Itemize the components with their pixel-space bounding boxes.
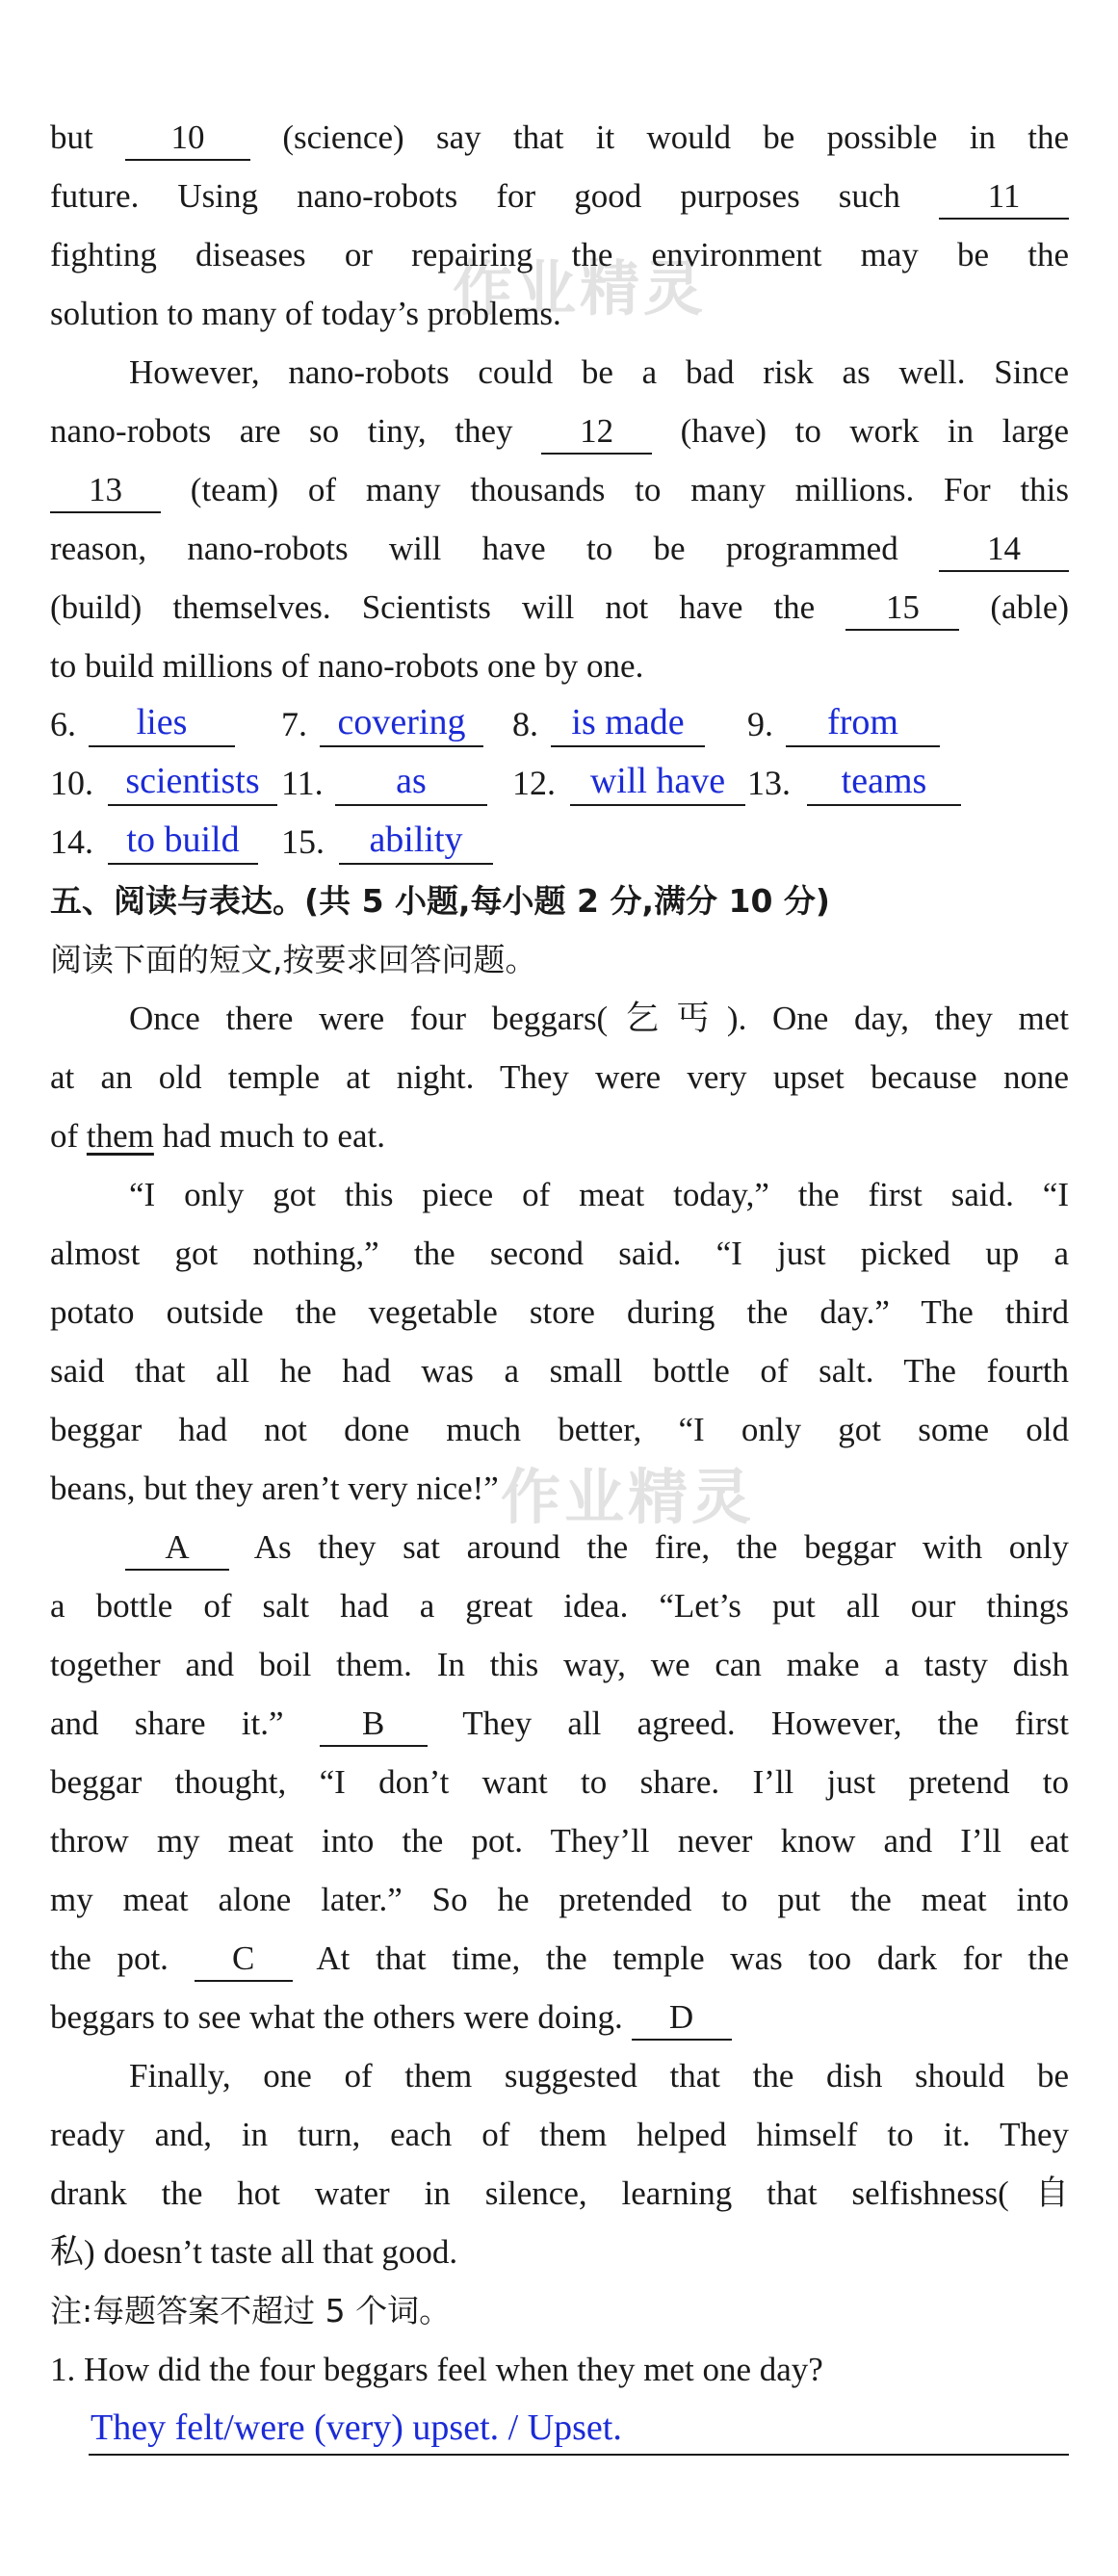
answer-note: 注:每题答案不超过 5 个词。 [50, 2292, 452, 2329]
passage2-line: 私) doesn’t taste all that good. [50, 2233, 458, 2271]
blank-12[interactable]: 12 [541, 410, 652, 455]
passage2-line: throw my meat into the pot. They’ll never know and I’ll eat [50, 1822, 1069, 1860]
answer-value: as [335, 760, 487, 806]
blank-14[interactable]: 14 [939, 528, 1069, 572]
passage1-line-5: However, nano-robots could be a bad risk as well. Since [129, 353, 1069, 391]
passage2-line: at an old temple at night. They were very upset because none [50, 1058, 1069, 1096]
answer-value: teams [807, 760, 961, 806]
answer-value: to build [108, 819, 258, 865]
passage1-line-9: (build) themselves. Scientists will not have the 15 (able) [50, 578, 1069, 637]
answer-1-line[interactable] [50, 2399, 1069, 2458]
underlined-word-them: them [86, 1117, 154, 1155]
passage1-line-1: but 10 (science) say that it would be possible in the [50, 108, 1069, 167]
answer-value: covering [320, 701, 483, 747]
passage2-line: A As they sat around the fire, the beggar with only [50, 1518, 1069, 1576]
answer-value: from [786, 701, 940, 747]
blank-D[interactable]: D [632, 1996, 732, 2041]
answer-number: 15. [281, 822, 325, 861]
answer-number: 9. [747, 705, 773, 743]
watermark-top: 作业精灵 [453, 253, 708, 324]
answer-value: will have [570, 760, 745, 806]
passage2-line: “I only got this piece of meat today,” the first said. “I [129, 1176, 1069, 1213]
passage1-line-6: nano-robots are so tiny, they 12 (have) to work in large [50, 402, 1069, 460]
passage1-line-2: future. Using nano-robots for good purposes such 11 [50, 167, 1069, 225]
answer-number: 11. [281, 764, 324, 802]
answer-number: 7. [281, 705, 307, 743]
answer-1-rule [89, 2454, 1069, 2456]
blank-10[interactable]: 10 [125, 117, 250, 161]
passage2-line: my meat alone later.” So he pretended to put the meat into [50, 1881, 1069, 1918]
blank-A[interactable]: A [125, 1526, 229, 1571]
passage2-line: drank the hot water in silence, learning that selfishness(自 [50, 2174, 1069, 2212]
answer-row-3 [50, 813, 1069, 872]
passage1-line-8: reason, nano-robots will have to be programmed 14 [50, 519, 1069, 578]
passage2-line: the pot. C At that time, the temple was too dark for the [50, 1929, 1069, 1988]
section5-heading: 五、阅读与表达。(共 5 小题,每小题 2 分,满分 10 分) [50, 882, 831, 920]
passage1-line-10: to build millions of nano-robots one by one. [50, 647, 644, 685]
passage2-line: beggars to see what the others were doing. D [50, 1988, 1069, 2046]
passage2-line: of them had much to eat. [50, 1117, 385, 1155]
passage2-line: together and boil them. In this way, we can make a tasty dish [50, 1646, 1069, 1683]
passage2-line: and share it.” B They all agreed. However, the first [50, 1694, 1069, 1753]
passage1-line-3: fighting diseases or repairing the environment may be the [50, 236, 1069, 273]
blank-13[interactable]: 13 [50, 469, 161, 513]
passage2-line: beggar thought, “I don’t want to share. I’ll just pretend to [50, 1763, 1069, 1801]
passage2-line: potato outside the vegetable store during the day.” The third [50, 1293, 1069, 1331]
answer-number: 6. [50, 705, 76, 743]
blank-11[interactable]: 11 [939, 175, 1069, 220]
passage2-line: almost got nothing,” the second said. “I just picked up a [50, 1235, 1069, 1272]
blank-15[interactable]: 15 [845, 586, 959, 631]
passage2-line: said that all he had was a small bottle of salt. The fourth [50, 1352, 1069, 1390]
passage2-line: Once there were four beggars(乞丐). One day, they met [129, 1000, 1069, 1037]
passage1-line-4: solution to many of today’s problems. [50, 295, 561, 332]
answer-number: 14. [50, 822, 93, 861]
answer-number: 10. [50, 764, 93, 802]
answer-number: 8. [512, 705, 538, 743]
answer-value: scientists [108, 760, 277, 806]
answer-number: 12. [512, 764, 556, 802]
answer-row-1 [50, 695, 1069, 754]
answer-number: 13. [747, 764, 791, 802]
answer-value: lies [89, 701, 235, 747]
blank-C[interactable]: C [195, 1938, 293, 1982]
blank-B[interactable]: B [320, 1703, 428, 1747]
passage2-line: ready and, in turn, each of them helped himself to it. They [50, 2116, 1069, 2153]
answer-1-text: They felt/were (very) upset. / Upset. [91, 2407, 622, 2448]
answer-value: is made [551, 701, 705, 747]
passage2-line: a bottle of salt had a great idea. “Let’s put all our things [50, 1587, 1069, 1625]
answer-row-2 [50, 754, 1069, 813]
worksheet-page [50, 108, 1069, 2458]
passage1-line-7: 13 (team) of many thousands to many millions. For this [50, 460, 1069, 519]
watermark-mid: 作业精灵 [501, 1462, 756, 1532]
passage2-line: beans, but they aren’t very nice!” [50, 1470, 499, 1507]
passage2-line: beggar had not done much better, “I only got some old [50, 1411, 1069, 1448]
answer-value: ability [339, 819, 493, 865]
passage2-line: Finally, one of them suggested that the dish should be [129, 2057, 1069, 2095]
section5-instruction: 阅读下面的短文,按要求回答问题。 [50, 941, 537, 978]
question-1: 1. How did the four beggars feel when they met one day? [50, 2351, 823, 2388]
